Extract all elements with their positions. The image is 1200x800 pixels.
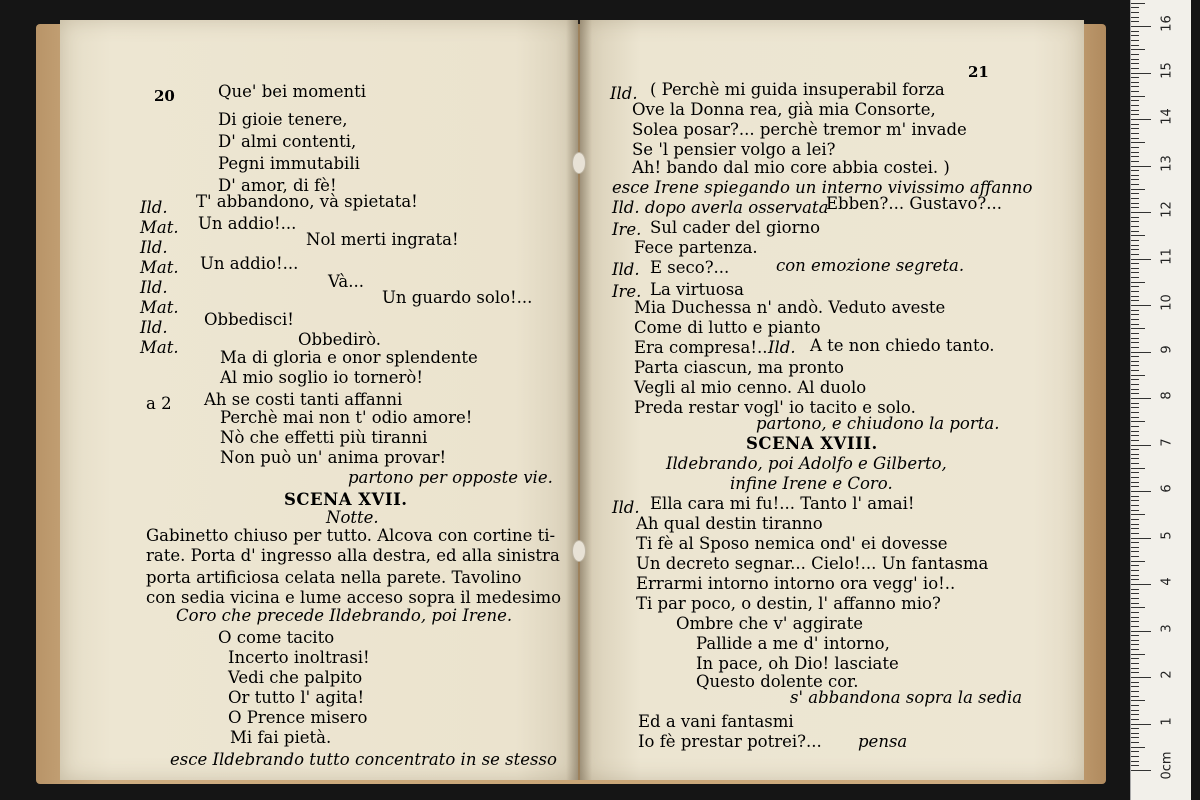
right-text-line: Ebben?... Gustavo?... [826, 194, 1002, 213]
ruler-tick [1131, 640, 1139, 641]
ruler-tick [1131, 393, 1139, 394]
ruler-tick [1131, 658, 1139, 659]
ruler-tick [1131, 254, 1139, 255]
left-text-line: D' amor, di fè! [218, 176, 337, 195]
ruler-tick [1131, 170, 1139, 171]
right-text-line: Ombre che v' aggirate [676, 614, 863, 633]
ruler-tick [1131, 454, 1139, 455]
right-text-line: Ove la Donna rea, già mia Consorte, [632, 100, 936, 119]
ruler-tick [1131, 379, 1139, 380]
ruler-tick [1131, 412, 1139, 413]
right-text-line: Come di lutto e pianto [634, 318, 821, 337]
ruler-tick [1131, 352, 1151, 353]
ruler-tick [1131, 333, 1139, 334]
left-text-line: Un addio!... [198, 214, 297, 233]
left-text-line: Incerto inoltrasi! [228, 648, 370, 667]
left-text-line: Gabinetto chiuso per tutto. Alcova con cortine ti- [146, 526, 556, 545]
right-text-line: Ah qual destin tiranno [636, 514, 823, 533]
ruler-tick [1131, 133, 1139, 134]
ruler-tick [1131, 742, 1139, 743]
ruler-tick [1131, 300, 1139, 301]
ruler-tick [1131, 533, 1139, 534]
left-text-line: O come tacito [218, 628, 335, 647]
ruler-tick [1131, 514, 1145, 515]
left-text-line: Or tutto l' agita! [228, 688, 365, 707]
ruler-tick [1131, 110, 1139, 111]
ruler-tick [1131, 193, 1139, 194]
ruler-tick [1131, 705, 1139, 706]
ruler-tick [1131, 700, 1145, 701]
ruler-tick [1131, 528, 1139, 529]
ruler-tick [1131, 40, 1139, 41]
ruler-tick [1131, 268, 1139, 269]
ruler-tick [1131, 342, 1139, 343]
right-text-line: Ah! bando dal mio core abbia costei. ) [632, 158, 950, 177]
ruler-tick [1131, 184, 1139, 185]
left-text-line: Ild. [140, 278, 168, 297]
left-text-line: Nò che effetti più tiranni [220, 428, 428, 447]
right-text-line: Pallide a me d' intorno, [696, 634, 890, 653]
ruler-tick [1131, 156, 1139, 157]
ruler-tick [1131, 598, 1139, 599]
ruler-tick [1131, 463, 1139, 464]
right-text-line: Io fè prestar potrei?... [638, 732, 822, 751]
ruler-tick [1131, 319, 1139, 320]
right-text-line: Ild. [612, 498, 640, 517]
ruler-tick [1131, 421, 1145, 422]
ruler-tick [1131, 91, 1139, 92]
right-text-line: A te non chiedo tanto. [810, 336, 995, 355]
ruler-tick [1131, 551, 1139, 552]
ruler-label: 13 [1159, 154, 1175, 172]
ruler-tick [1131, 35, 1139, 36]
ruler-tick [1131, 375, 1145, 376]
ruler-tick [1131, 654, 1145, 655]
ruler-tick [1131, 556, 1139, 557]
left-text-line: Notte. [326, 508, 379, 527]
left-text-line: Un addio!... [200, 254, 299, 273]
ruler-tick [1131, 249, 1139, 250]
right-text-line: esce Irene spiegando un interno vivissimo affanno [612, 178, 1033, 197]
ruler-label: 0cm [1159, 751, 1175, 780]
ruler-label: 5 [1159, 530, 1175, 540]
ruler-tick [1131, 765, 1139, 766]
ruler-tick [1131, 26, 1151, 27]
right-text-line: Se 'l pensier volgo a lei? [632, 140, 836, 159]
right-text-line: s' abbandona sopra la sedia [790, 688, 1023, 707]
right-text-line: Ire. [612, 220, 642, 239]
ruler-tick [1131, 519, 1139, 520]
right-text-line: Fece partenza. [634, 238, 758, 257]
ruler-tick [1131, 710, 1139, 711]
left-text-line: esce Ildebrando tutto concentrato in se stesso [170, 750, 557, 769]
ruler-tick [1131, 63, 1139, 64]
left-text-line: Obbedisci! [204, 310, 294, 329]
ruler-label: 11 [1159, 247, 1175, 265]
ruler-tick [1131, 12, 1139, 13]
ruler-tick [1131, 644, 1139, 645]
ruler-label: 7 [1159, 437, 1175, 447]
ruler-tick [1131, 389, 1139, 390]
left-text-line: Coro che precede Ildebrando, poi Irene. [176, 606, 513, 625]
ruler-tick [1131, 426, 1139, 427]
ruler-tick [1131, 607, 1145, 608]
ruler-tick [1131, 714, 1139, 715]
right-text-line: Ildebrando, poi Adolfo e Gilberto, [666, 454, 947, 473]
right-text-line: Ild. dopo averla osservata [612, 198, 829, 217]
ruler-label: 1 [1159, 716, 1175, 726]
left-text-line: D' almi contenti, [218, 132, 357, 151]
left-text-line: Un guardo solo!... [382, 288, 533, 307]
ruler-tick [1131, 435, 1139, 436]
ruler-tick [1131, 286, 1139, 287]
ruler-label: 6 [1159, 484, 1175, 493]
ruler-tick [1131, 370, 1139, 371]
page-number-right: 21 [968, 63, 989, 81]
ruler-tick [1131, 217, 1139, 218]
ruler-tick [1131, 221, 1139, 222]
ruler-tick [1131, 407, 1139, 408]
ruler-tick [1131, 49, 1145, 50]
ruler-tick [1131, 724, 1151, 725]
ruler-tick [1131, 3, 1145, 4]
left-text-line: Ild. [140, 198, 168, 217]
left-text-line: Nol merti ingrata! [306, 230, 459, 249]
ruler-tick [1131, 203, 1139, 204]
left-text-line: Mat. [140, 338, 179, 357]
ruler-label: 15 [1159, 61, 1175, 79]
left-text-line: Mat. [140, 298, 179, 317]
ruler-tick [1131, 245, 1139, 246]
ruler-label: 14 [1159, 108, 1175, 125]
ruler-tick [1131, 73, 1151, 74]
ruler-tick [1131, 86, 1139, 87]
ruler-tick [1131, 686, 1139, 687]
ruler-tick [1131, 696, 1139, 697]
right-text-line: Preda restar vogl' io tacito e solo. [634, 398, 916, 417]
ruler-tick [1131, 263, 1139, 264]
ruler-tick [1131, 691, 1139, 692]
ruler-tick [1131, 617, 1139, 618]
ruler-tick [1131, 96, 1145, 97]
right-text-line: con emozione segreta. [776, 256, 965, 275]
ruler-tick [1131, 231, 1139, 232]
right-text-line: Sul cader del giorno [650, 218, 821, 237]
ruler-tick [1131, 510, 1139, 511]
ruler-tick [1131, 347, 1139, 348]
ruler-tick [1131, 212, 1151, 213]
left-text-line: Ah se costi tanti affanni [204, 390, 403, 409]
right-text-line: Ire. [612, 282, 642, 301]
ruler-tick [1131, 179, 1139, 180]
book-gutter [566, 20, 592, 780]
ruler-tick [1131, 142, 1145, 143]
ruler-label: 3 [1159, 623, 1175, 633]
ruler-tick [1131, 589, 1139, 590]
ruler-tick [1131, 59, 1139, 60]
right-text-line: Un decreto segnar... Cielo!... Un fantasma [636, 554, 989, 573]
ruler-tick [1131, 477, 1139, 478]
ruler-tick [1131, 561, 1145, 562]
ruler-tick [1131, 296, 1139, 297]
ruler-tick [1131, 751, 1139, 752]
ruler-tick [1131, 114, 1139, 115]
right-text-line: Ild. [612, 260, 640, 279]
ruler-tick [1131, 496, 1139, 497]
ruler-tick [1131, 291, 1139, 292]
right-text-line: La virtuosa [650, 280, 745, 299]
ruler-tick [1131, 147, 1139, 148]
right-text-line: Era compresa!.. [634, 338, 768, 357]
right-text-line: Errarmi intorno intorno ora vegg' io!.. [636, 574, 956, 593]
ruler-tick [1131, 621, 1139, 622]
left-text-line: SCENA XVII. [284, 490, 408, 509]
right-text-line: Vegli al mio cenno. Al duolo [634, 378, 867, 397]
ruler-tick [1131, 505, 1139, 506]
ruler-tick [1131, 259, 1151, 260]
ruler-tick [1131, 449, 1139, 450]
right-text-line: Questo dolente cor. [696, 672, 859, 691]
ruler-tick [1131, 305, 1151, 306]
ruler-tick [1131, 45, 1139, 46]
ruler-label: 12 [1159, 201, 1175, 218]
left-text-line: Que' bei momenti [218, 82, 367, 101]
ruler-tick [1131, 82, 1139, 83]
ruler-tick [1131, 472, 1139, 473]
ruler-tick [1131, 584, 1151, 585]
right-text-line: SCENA XVIII. [746, 434, 878, 453]
ruler-tick [1131, 189, 1145, 190]
ruler-tick [1131, 365, 1139, 366]
ruler-tick [1131, 682, 1139, 683]
ruler-tick [1131, 747, 1145, 748]
ruler-tick [1131, 719, 1139, 720]
left-text-line: Mi fai pietà. [230, 728, 332, 747]
ruler-tick [1131, 235, 1145, 236]
left-text-line: Mat. [140, 258, 179, 277]
right-text-line: Ti par poco, o destin, l' affanno mio? [636, 594, 941, 613]
ruler-tick [1131, 240, 1139, 241]
ruler-tick [1131, 21, 1139, 22]
left-text-line: Di gioie tenere, [218, 110, 348, 129]
ruler-tick [1131, 54, 1139, 55]
right-text-line: Solea posar?... perchè tremor m' invade [632, 120, 967, 139]
ruler-tick [1131, 542, 1139, 543]
ruler-tick [1131, 663, 1139, 664]
ruler-tick [1131, 737, 1139, 738]
left-text-line: Ild. [140, 238, 168, 257]
left-text-line: Vedi che palpito [228, 668, 363, 687]
right-text-line: Parta ciascun, ma pronto [634, 358, 844, 377]
ruler-tick [1131, 328, 1145, 329]
measuring-ruler [1130, 0, 1191, 800]
left-text-line: Al mio soglio io tornerò! [220, 368, 423, 387]
ruler-label: 2 [1159, 670, 1175, 679]
right-text-line: partono, e chiudono la porta. [756, 414, 1000, 433]
ruler-tick [1131, 17, 1139, 18]
left-text-line: O Prence misero [228, 708, 368, 727]
ruler-tick [1131, 770, 1151, 771]
ruler-tick [1131, 152, 1139, 153]
ruler-tick [1131, 31, 1139, 32]
ruler-tick [1131, 733, 1139, 734]
ruler-tick [1131, 728, 1139, 729]
right-text-line: Ed a vani fantasmi [638, 712, 794, 731]
right-text-line: Ild. [610, 84, 638, 103]
ruler-tick [1131, 277, 1139, 278]
ruler-tick [1131, 100, 1139, 101]
ruler-tick [1131, 565, 1139, 566]
ruler-tick [1131, 403, 1139, 404]
left-text-line: T' abbandono, và spietata! [196, 192, 418, 211]
ruler-tick [1131, 310, 1139, 311]
ruler-tick [1131, 635, 1139, 636]
ruler-tick [1131, 500, 1139, 501]
ruler-tick [1131, 579, 1139, 580]
ruler-tick [1131, 105, 1139, 106]
ruler-tick [1131, 547, 1139, 548]
right-text-line: E seco?... [650, 258, 730, 277]
ruler-tick [1131, 761, 1139, 762]
ruler-tick [1131, 486, 1139, 487]
right-text-line: In pace, oh Dio! lasciate [696, 654, 899, 673]
ruler-tick [1131, 417, 1139, 418]
ruler-tick [1131, 282, 1145, 283]
ruler-tick [1131, 626, 1139, 627]
ruler-tick [1131, 538, 1151, 539]
page-number-left: 20 [154, 87, 175, 105]
left-text-line: Mat. [140, 218, 179, 237]
ruler-tick [1131, 128, 1139, 129]
ruler-label: 9 [1159, 344, 1175, 354]
ruler-tick [1131, 324, 1139, 325]
ruler-tick [1131, 431, 1139, 432]
ruler-tick [1131, 272, 1139, 273]
ruler-tick [1131, 649, 1139, 650]
ruler-tick [1131, 226, 1139, 227]
ruler-tick [1131, 668, 1139, 669]
ruler-tick [1131, 384, 1139, 385]
ruler-tick [1131, 138, 1139, 139]
right-text-line: Ti fè al Sposo nemica ond' ei dovesse [636, 534, 948, 553]
ruler-tick [1131, 161, 1139, 162]
binding-thread [572, 152, 586, 174]
left-text-line: Ild. [140, 318, 168, 337]
left-text-line: Ma di gloria e onor splendente [220, 348, 478, 367]
left-text-line: a 2 [146, 394, 172, 413]
ruler-tick [1131, 570, 1139, 571]
ruler-tick [1131, 356, 1139, 357]
ruler-tick [1131, 207, 1139, 208]
right-text-line: Mia Duchessa n' andò. Veduto aveste [634, 298, 946, 317]
ruler-tick [1131, 524, 1139, 525]
ruler-tick [1131, 7, 1139, 8]
ruler-tick [1131, 482, 1139, 483]
ruler-tick [1131, 124, 1139, 125]
ruler-tick [1131, 361, 1139, 362]
ruler-tick [1131, 440, 1139, 441]
left-text-line: Và... [328, 272, 364, 291]
ruler-label: 4 [1159, 577, 1175, 586]
ruler-tick [1131, 198, 1139, 199]
ruler-tick [1131, 314, 1139, 315]
ruler-tick [1131, 68, 1139, 69]
left-text-line: Pegni immutabili [218, 154, 360, 173]
left-text-line: Non può un' anima provar! [220, 448, 447, 467]
left-text-line: con sedia vicina e lume acceso sopra il medesimo [146, 588, 562, 607]
binding-thread [572, 540, 586, 562]
left-text-line: Perchè mai non t' odio amore! [220, 408, 473, 427]
ruler-tick [1131, 398, 1151, 399]
ruler-tick [1131, 338, 1139, 339]
ruler-tick [1131, 458, 1139, 459]
right-text-line: Ild. [768, 338, 796, 357]
ruler-tick [1131, 603, 1139, 604]
ruler-tick [1131, 175, 1139, 176]
ruler-tick [1131, 612, 1139, 613]
ruler-tick [1131, 593, 1139, 594]
ruler-tick [1131, 119, 1151, 120]
left-text-line: Obbedirò. [298, 330, 382, 349]
left-text-line: porta artificiosa celata nella parete. Tavolino [146, 568, 522, 587]
left-text-line: partono per opposte vie. [348, 468, 553, 487]
ruler-tick [1131, 491, 1151, 492]
ruler-tick [1131, 677, 1151, 678]
right-text-line: Ella cara mi fu!... Tanto l' amai! [650, 494, 915, 513]
ruler-tick [1131, 445, 1151, 446]
right-text-line: ( Perchè mi guida insuperabil forza [650, 80, 945, 99]
ruler-tick [1131, 631, 1151, 632]
ruler-tick [1131, 77, 1139, 78]
ruler-tick [1131, 756, 1139, 757]
right-text-line: pensa [858, 732, 908, 751]
ruler-label: 16 [1159, 15, 1175, 32]
ruler-label: 10 [1159, 294, 1175, 311]
ruler-tick [1131, 672, 1139, 673]
ruler-tick [1131, 575, 1139, 576]
ruler-tick [1131, 468, 1145, 469]
right-text-line: infine Irene e Coro. [730, 474, 893, 493]
left-text-line: rate. Porta d' ingresso alla destra, ed alla sinistra [146, 546, 560, 565]
ruler-label: 8 [1159, 391, 1175, 400]
ruler-tick [1131, 166, 1151, 167]
